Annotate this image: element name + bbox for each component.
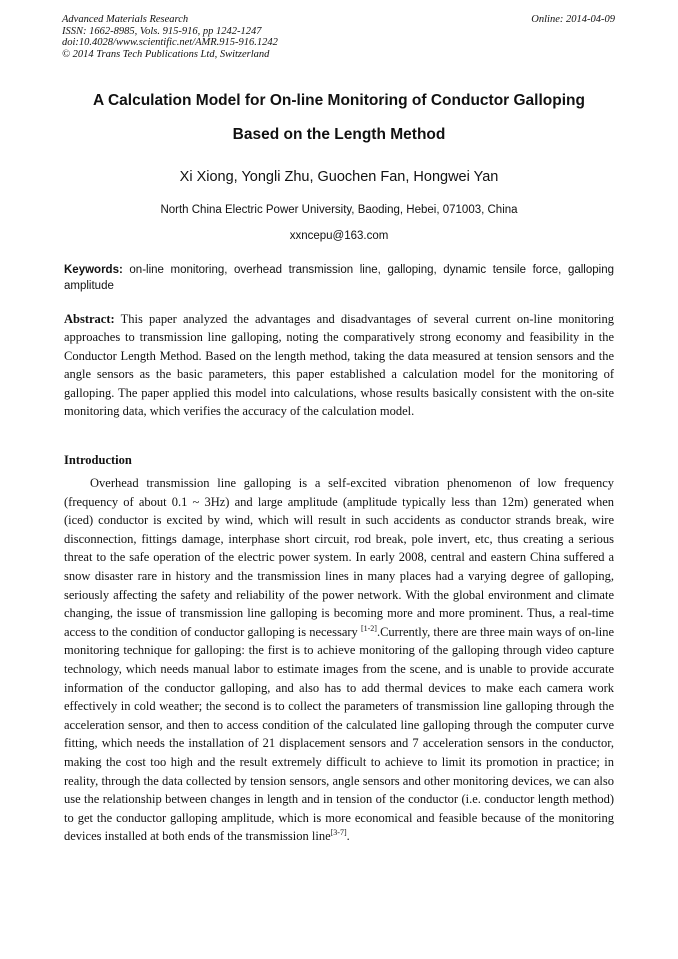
online-date: Online: 2014-04-09 <box>531 14 615 25</box>
keywords-paragraph <box>64 262 614 294</box>
introduction-heading: Introduction <box>64 453 132 467</box>
paper-title-line-2: Based on the Length Method <box>232 126 446 143</box>
doi-line: doi:10.4028/www.scientific.net/AMR.915-916.1242 <box>62 37 278 49</box>
abstract-label: Abstract: <box>64 312 115 326</box>
affiliation: North China Electric Power University, Baoding, Hebei, 071003, China <box>160 204 518 216</box>
citation-ref-1: [1-2] <box>360 623 377 633</box>
abstract-text: This paper analyzed the advantages and disadvantages of several current on-line monitoring approaches to transmission line galloping, noting the comparatively strong economy and feasibility in the Conductor Length Method. Based on the length method, taking the data measured at tension sensors and the angle sensors as the basic parameters, this paper established a calculation model for the monitoring of galloping. The paper applied this model into calculations, whose results basically consistent with the on-site monitoring data, which verifies the accuracy of the calculation model. <box>64 312 614 419</box>
keywords-label: Keywords: <box>64 264 123 276</box>
journal-name: Advanced Materials Research <box>62 14 189 25</box>
intro-text-part-2: .Currently, there are three main ways of on-line monitoring technique for galloping: the first is to achieve monitoring of the galloping through video capture technology, which needs manual labor to estimate images from the scene, and is unable to provide accurate information of the conductor galloping, and also has to add thermal devices to make each camera work effectively in cold weather; the second is to collect the parameters of transmission line galloping through the acceleration sensor, and then to access condition of the calculated line galloping through the computer curve fitting, which needs the installation of 21 displacement sensors and 7 acceleration sensors in the conductor, making the cost too high and the result extremely difficult to achieve to limit its promotion in practice; in reality, through the data collected by tension sensors, angle sensors and other monitoring devices, we can also use the relationship between changes in length and in tension of the conductor (i.e. conductor length method) to get the conductor galloping amplitude, which is more economical and feasible because of the monitoring devices installed at both ends of the transmission line <box>64 624 614 844</box>
copyright-line: © 2014 Trans Tech Publications Ltd, Switzerland <box>62 48 270 60</box>
keywords-text: on-line monitoring, overhead transmission line, galloping, dynamic tensile force, galloping amplitude <box>64 264 614 292</box>
intro-text-part-1: Overhead transmission line galloping is a self-excited vibration phenomenon of low frequency (frequency of about 0.1 ~ 3Hz) and large amplitude (amplitude typically less than 12m) generated when (iced) conductor is excited by wind, which will result in such accidents as conductor strands break, wire disconnection, fittings damage, interphase short circuit, rod break, pole invert, etc, thus creating a serious threat to the safe operation of the electric power system. In early 2008, central and eastern China suffered a snow disaster rare in history and the transmission lines in many places had a varying degree of galloping, seriously affecting the safety and reliability of the power network. With the global environment and climate changing, the issue of transmission line galloping is becoming more and more prominent. Thus, a real-time access to the condition of conductor galloping is necessary <box>64 476 614 639</box>
journal-header <box>62 14 278 60</box>
intro-text-part-3: . <box>346 829 350 844</box>
issn-line: ISSN: 1662-8985, Vols. 915-916, pp 1242-1247 <box>62 25 262 37</box>
citation-ref-2: [3-7] <box>330 828 347 838</box>
author-list: Xi Xiong, Yongli Zhu, Guochen Fan, Hongwei Yan <box>179 169 499 185</box>
abstract-paragraph <box>64 310 614 420</box>
author-email: xxncepu@163.com <box>289 230 389 242</box>
paper-title-line-1: A Calculation Model for On-line Monitoring of Conductor Galloping <box>93 92 585 109</box>
introduction-paragraph <box>64 474 614 846</box>
